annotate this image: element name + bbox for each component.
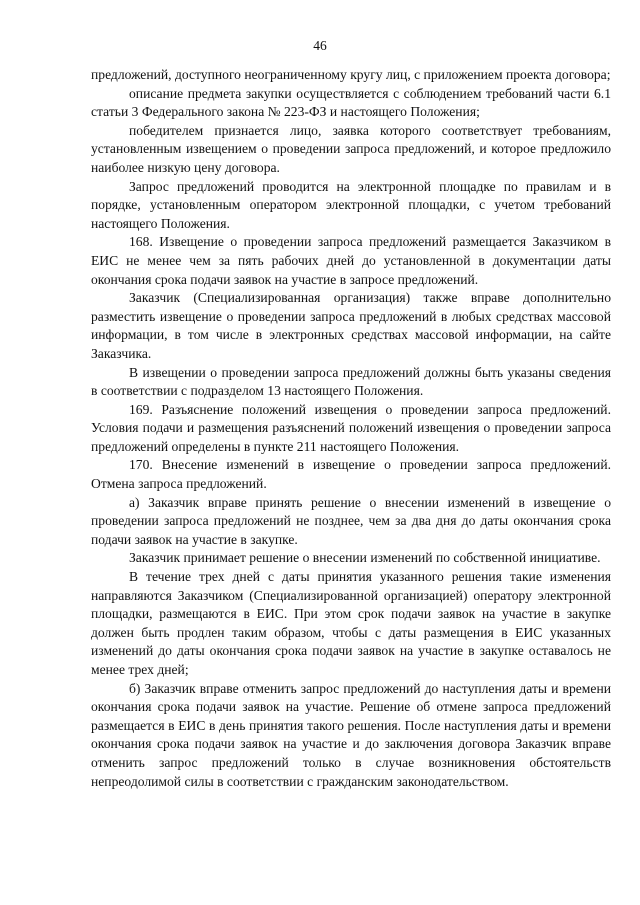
- paragraph-mass-media: Заказчик (Специализированная организация) также вправе дополнительно разместить извещение о проведении запроса предложений в любых средствах массовой информации, в том числе в электронных средствах массовой информации, на сайте Заказчика.: [91, 290, 611, 361]
- document-body: [91, 66, 611, 791]
- paragraph-own-initiative: Заказчик принимает решение о внесении изменений по собственной инициативе.: [129, 550, 601, 566]
- paragraph-item-170-a: а) Заказчик вправе принять решение о внесении изменений в извещение о проведении запроса предложений не позднее, чем за два дня до даты окончания срока подачи заявок на участие в закупке.: [91, 494, 611, 547]
- paragraph-item-170-b: б) Заказчик вправе отменить запрос предложений до наступления даты и времени окончания срока подачи заявок на участие. Решение об отмене запроса предложений размещается в ЕИС в день принятия такого решения. После наступления даты и времени окончания срока подачи заявок на участие и до заключения договора Заказчик вправе отменить запрос предложений только в случае возникновения обстоятельств непреодолимой силы в соответствии с гражданским законодательством.: [91, 680, 611, 789]
- paragraph-continuation: предложений, доступного неограниченному кругу лиц, с приложением проекта договора;: [91, 67, 611, 82]
- paragraph-item-169: 169. Разъяснение положений извещения о проведении запроса предложений. Условия подачи и размещения разъяснений положений извещения о проведении запроса предложений определены в пункте 211 настоящего Положения.: [91, 401, 611, 454]
- paragraph-electronic-platform: Запрос предложений проводится на электронной площадке по правилам и в порядке, установленным оператором электронной площадки, с учетом требований настоящего Положения.: [91, 178, 611, 231]
- paragraph-three-days: В течение трех дней с даты принятия указанного решения такие изменения направляются Заказчиком (Специализированной организацией) оператору электронной площадки, размещаются в ЕИС. При этом срок подачи заявок на участие в закупке должен быть продлен таким образом, чтобы с даты размещения в ЕИС указанных изменений до даты окончания срока подачи заявок на участие в закупке оставалось не менее трех дней;: [91, 569, 611, 677]
- page-number: 46: [313, 38, 327, 53]
- paragraph-winner: победителем признается лицо, заявка которого соответствует требованиям, установленным извещением о проведении запроса предложений, и которое предложило наиболее низкую цену договора.: [91, 122, 611, 175]
- paragraph-notice-contents: В извещении о проведении запроса предложений должны быть указаны сведения в соответствии с подразделом 13 настоящего Положения.: [91, 364, 611, 399]
- paragraph-item-168: 168. Извещение о проведении запроса предложений размещается Заказчиком в ЕИС не менее чем за пять рабочих дней до установленной в документации даты окончания срока подачи заявок на участие в запросе предложений.: [91, 234, 611, 287]
- paragraph-subject-description: описание предмета закупки осуществляется с соблюдением требований части 6.1 статьи 3 Федерального закона № 223-ФЗ и настоящего Положения;: [91, 85, 611, 120]
- paragraph-item-170: 170. Внесение изменений в извещение о проведении запроса предложений. Отмена запроса предложений.: [91, 457, 611, 492]
